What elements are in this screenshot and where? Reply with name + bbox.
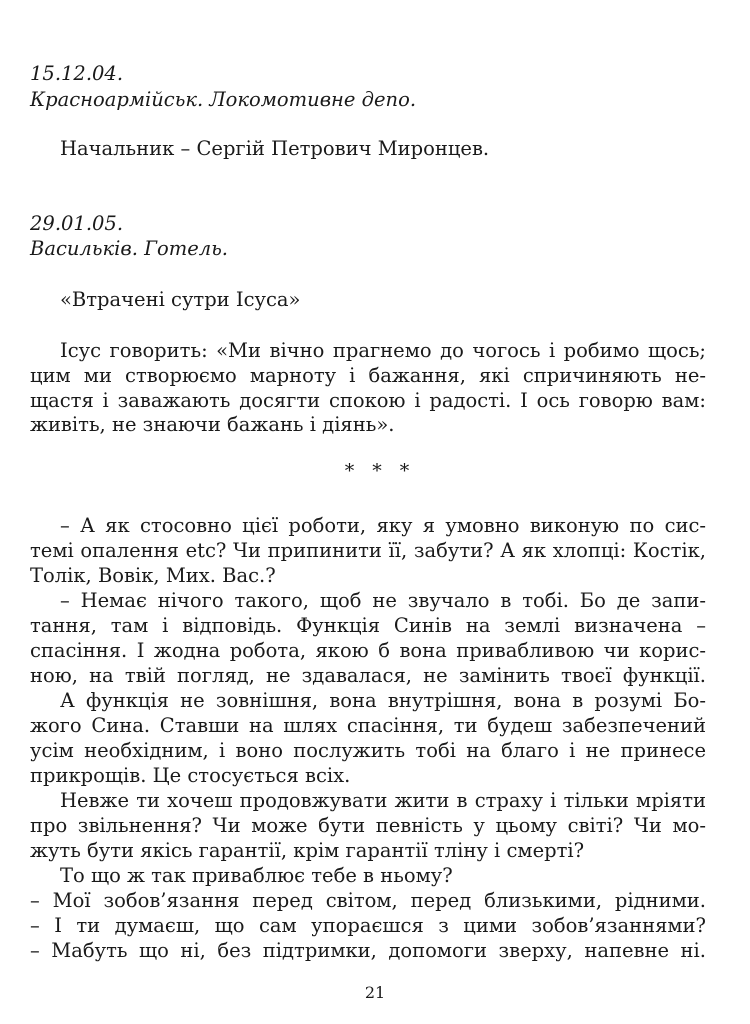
dialogue-line: Невже ти хочеш продовжувати жити в страху і тільки мріяти (60, 789, 706, 812)
quote-line: щастя і заважають досягти спокою і радості. І ось говорю вам: (30, 389, 706, 412)
dialogue-line: – Немає нічого такого, щоб не звучало в тобі. Бо де запи- (60, 589, 706, 612)
dialogue-line: жуть бути якісь гарантії, крім гарантії тліну і смерті? (30, 839, 585, 862)
entry-date: 15.12.04. (30, 62, 124, 85)
dialogue-line: – І ти думаєш, що сам упораєшся з цими зобов’язаннями? (30, 914, 706, 937)
dialogue-line: То що ж так приваблює тебе в ньому? (60, 864, 453, 887)
dialogue-line: А функція не зовнішня, вона внутрішня, вона в розумі Бо- (60, 689, 706, 712)
page-number: 21 (364, 983, 386, 1002)
dialogue-line: ною, на твій погляд, не здавалася, не замінить твоєї функції. (30, 664, 706, 687)
dialogue-line: – Мої зобов’язання перед світом, перед близькими, рідними. (30, 889, 706, 912)
dialogue-line: темі опалення etc? Чи припинити її, забути? А як хлопці: Костік, (30, 539, 706, 562)
entry-date: 29.01.05. (30, 212, 124, 235)
dialogue-line: жого Сина. Ставши на шлях спасіння, ти будеш забезпечений (30, 714, 706, 737)
quote-line: Ісус говорить: «Ми вічно прагнемо до чогось і робимо щось; (60, 339, 706, 362)
entry-place: Васильків. Готель. (30, 237, 229, 260)
dialogue-line: тання, там і відповідь. Функція Синів на землі визначена – (30, 614, 706, 637)
quote-line: живіть, не знаючи бажань і діянь». (30, 413, 395, 436)
dialogue-line: прикрощів. Це стосується всіх. (30, 764, 351, 787)
dialogue-line: про звільнення? Чи може бути певність у цьому світі? Чи мо- (30, 814, 706, 837)
entry-place: Красноармійськ. Локомотивне депо. (30, 88, 417, 111)
entry-title: «Втрачені сутри Ісуса» (60, 288, 301, 311)
dialogue-line: – Мабуть що ні, без підтримки, допомоги зверху, напевне ні. (30, 939, 706, 962)
section-separator: * * * (344, 460, 416, 482)
dialogue-line: спасіння. І жодна робота, якою б вона привабливою чи корис- (30, 639, 706, 662)
entry-text-line: Начальник – Сергій Петрович Миронцев. (60, 137, 490, 160)
dialogue-line: Толік, Вовік, Мих. Вас.? (30, 564, 276, 587)
dialogue-line: усім необхідним, і воно послужить тобі на благо і не принесе (30, 739, 706, 762)
quote-line: цим ми створюємо марноту і бажання, які спричиняють не- (30, 364, 706, 387)
dialogue-line: – А як стосовно цієї роботи, яку я умовно виконую по сис- (60, 514, 706, 537)
